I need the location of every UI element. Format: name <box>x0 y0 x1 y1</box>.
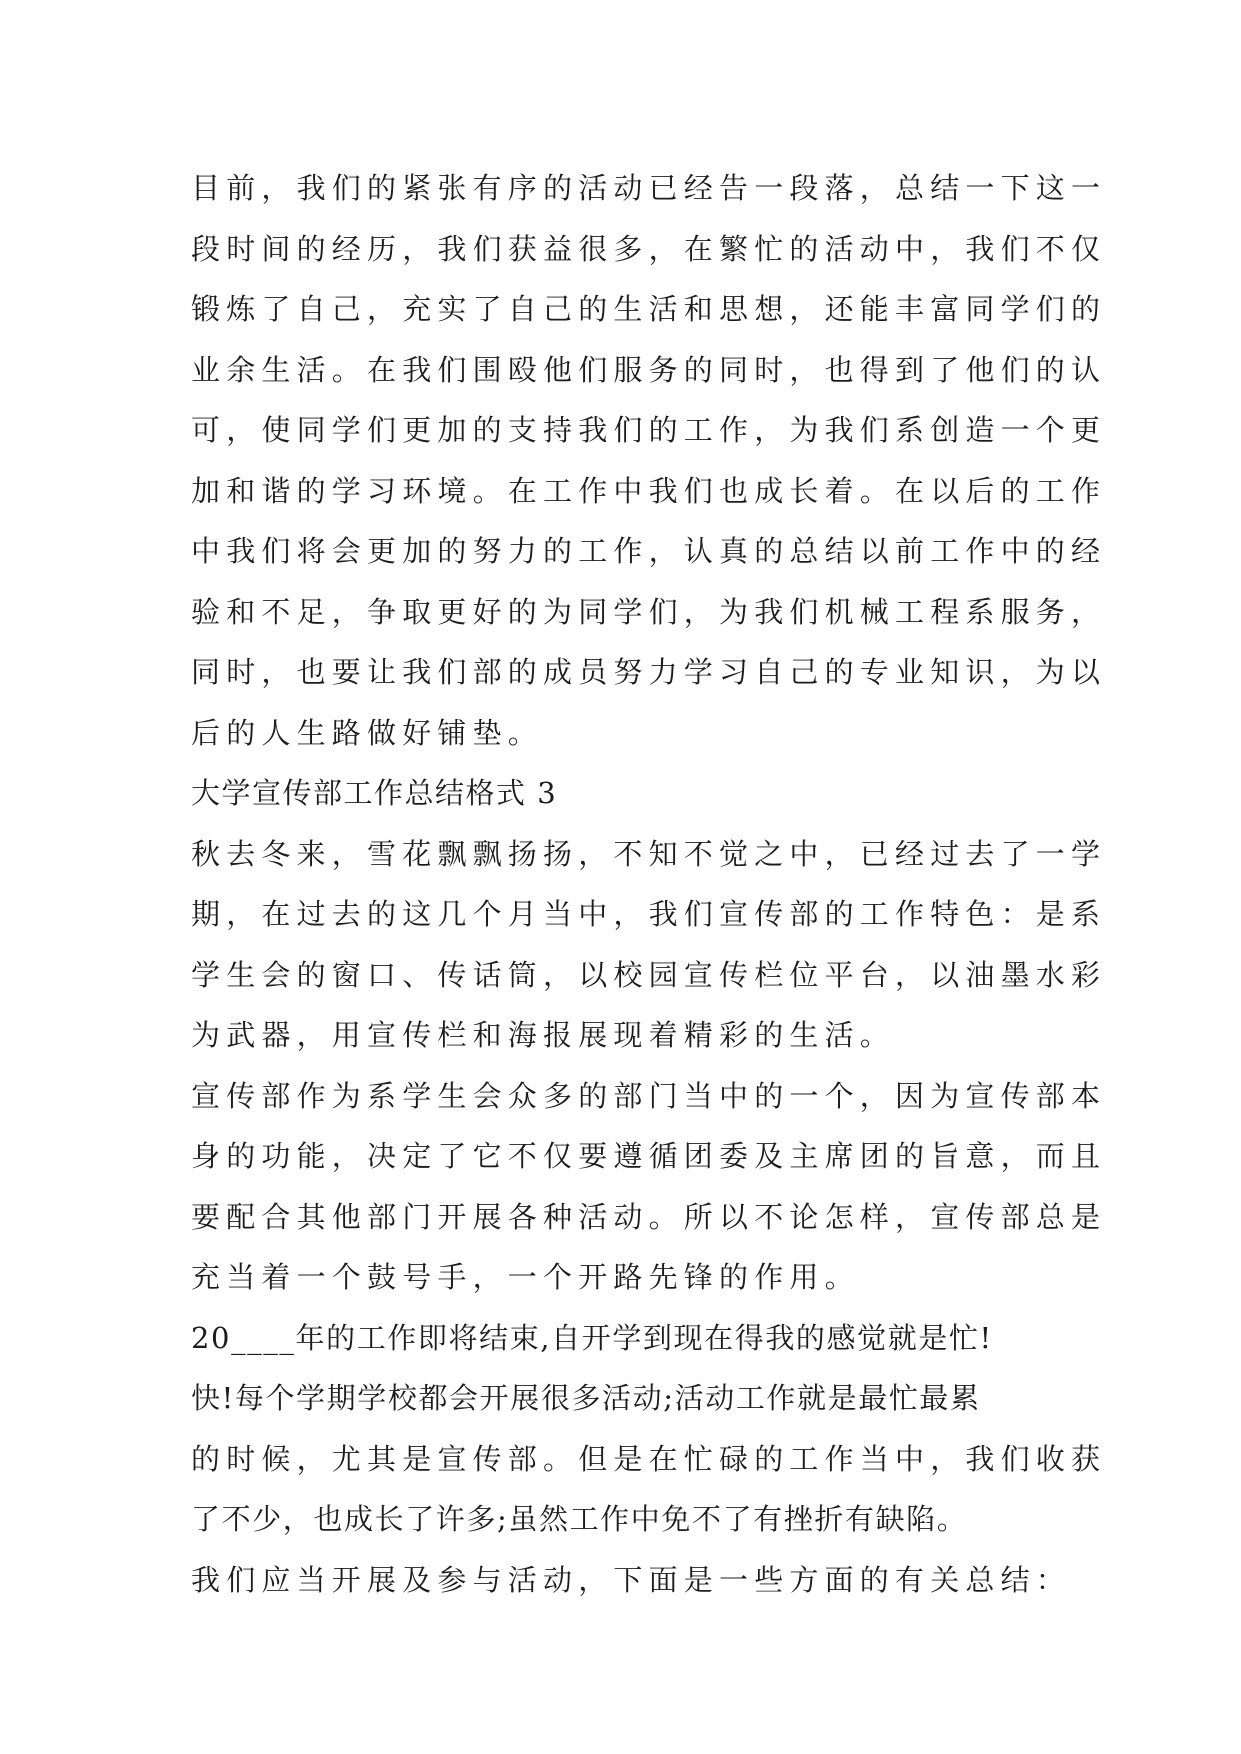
text-line: 为武器，用宣传栏和海报展现着精彩的生活。 <box>191 1018 896 1052</box>
text-line: 我们应当开展及参与活动，下面是一些方面的有关总结： <box>191 1562 1072 1597</box>
text-line: 同时，也要让我们部的成员努力学习自己的专业知识，为以 <box>191 655 1107 689</box>
text-line: 学生会的窗口、传话筒，以校园宣传栏位平台，以油墨水彩 <box>191 957 1107 992</box>
text-line: 目前，我们的紧张有序的活动已经告一段落，总结一下这一 <box>191 171 1107 205</box>
text-line: 20____年的工作即将结束,自开学到现在得我的感觉就是忙! <box>191 1320 993 1355</box>
text-line: 中我们将会更加的努力的工作，认真的总结以前工作中的经 <box>191 534 1107 568</box>
text-line: 后的人生路做好铺垫。 <box>191 715 544 750</box>
paragraph-year-review <box>191 1308 1107 1611</box>
text-line: 身的功能，决定了它不仅要遵循团委及主席团的旨意，而且 <box>191 1139 1107 1173</box>
paragraph-publicity-role <box>191 1066 1107 1308</box>
paragraph-activity-summary <box>191 158 1107 763</box>
text-line: 的时候，尤其是宣传部。但是在忙碌的工作当中，我们收获 <box>191 1441 1107 1476</box>
document-body <box>191 158 1107 1610</box>
text-line: 充当着一个鼓号手，一个开路先锋的作用。 <box>191 1260 860 1294</box>
text-line: 快!每个学期学校都会开展很多活动;活动工作就是最忙最累 <box>191 1381 981 1415</box>
text-line: 加和谐的学习环境。在工作中我们也成长着。在以后的工作 <box>191 473 1107 508</box>
text-line: 验和不足，争取更好的为同学们，为我们机械工程系服务， <box>191 594 1107 629</box>
text-line: 秋去冬来，雪花飘飘扬扬，不知不觉之中，已经过去了一学 <box>191 836 1107 871</box>
text-line: 期，在过去的这几个月当中，我们宣传部的工作特色：是系 <box>191 897 1107 931</box>
text-line: 锻炼了自己，充实了自己的生活和思想，还能丰富同学们的 <box>191 292 1107 326</box>
paragraph-autumn-winter <box>191 824 1107 1066</box>
text-line: 宣传部作为系学生会众多的部门当中的一个，因为宣传部本 <box>191 1078 1107 1113</box>
text-line: 段时间的经历，我们获益很多，在繁忙的活动中，我们不仅 <box>191 231 1107 266</box>
text-line: 要配合其他部门开展各种活动。所以不论怎样，宣传部总是 <box>191 1199 1107 1234</box>
section-title: 大学宣传部工作总结格式 3 <box>191 776 558 810</box>
text-line: 了不少，也成长了许多;虽然工作中免不了有挫折有缺陷。 <box>191 1502 968 1536</box>
text-line: 可，使同学们更加的支持我们的工作，为我们系创造一个更 <box>191 413 1107 447</box>
section-heading <box>191 763 1071 824</box>
text-line: 业余生活。在我们围殴他们服务的同时，也得到了他们的认 <box>191 352 1107 387</box>
